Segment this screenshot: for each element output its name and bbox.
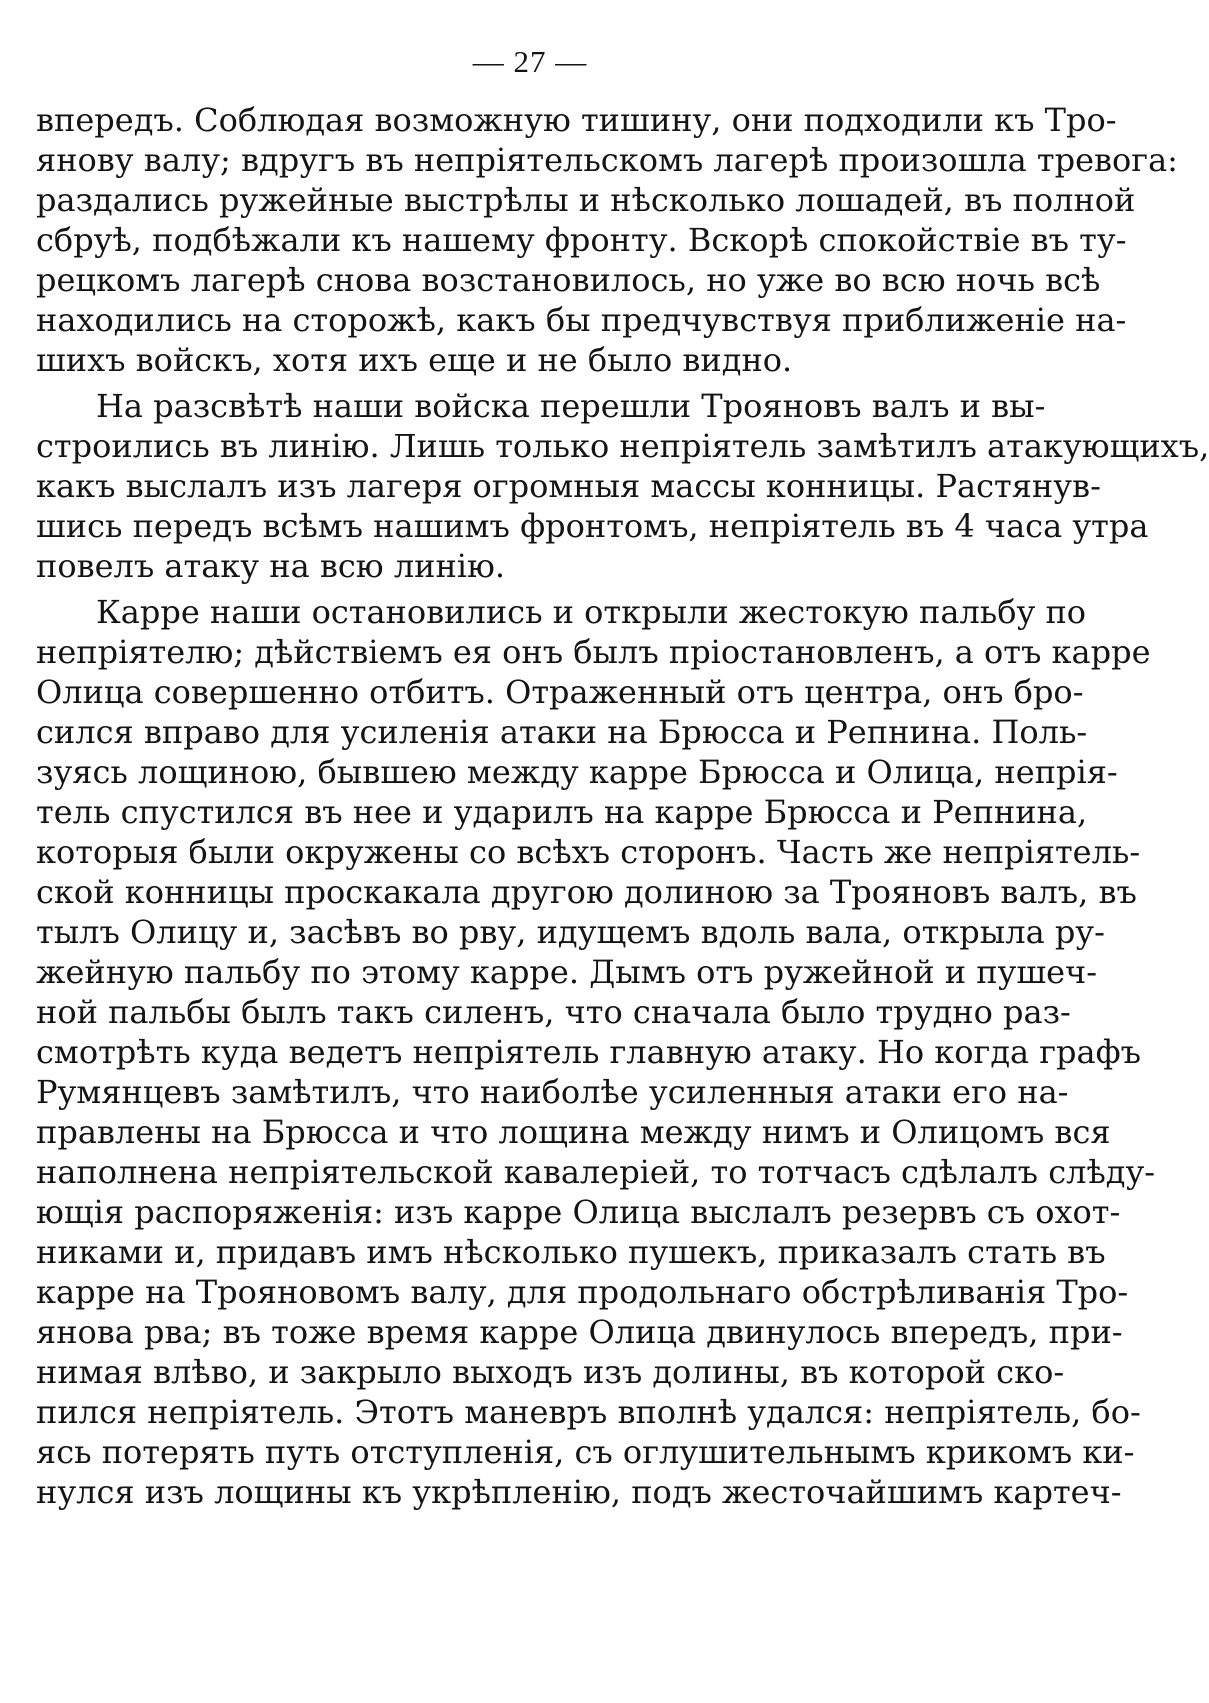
text-line: Румянцевъ замѣтилъ, что наиболѣе усиленныя атаки его на- [36, 1073, 1069, 1111]
paragraph-1 [36, 100, 1178, 380]
text-line: ской конницы проскакала другою долиною за Трояновъ валъ, въ [36, 873, 1137, 911]
text-line: смотрѣть куда ведетъ непріятель главную атаку. Но когда графъ [36, 1033, 1141, 1071]
text-line: карре на Трояновомъ валу, для продольнаго обстрѣливанія Тро- [36, 1273, 1129, 1311]
text-line: На разсвѣтѣ наши войска перешли Трояновъ валъ и вы- [96, 387, 1046, 425]
text-line: Карре наши остановились и открыли жестокую пальбу по [96, 593, 1087, 631]
text-line: которыя были окружены со всѣхъ сторонъ. Часть же непріятель- [36, 833, 1141, 871]
text-line: зуясь лощиною, бывшею между карре Брюсса и Олица, непрія- [36, 753, 1118, 791]
text-line: Олица совершенно отбитъ. Отраженный отъ центра, онъ бро- [36, 673, 1084, 711]
text-line: раздались ружейные выстрѣлы и нѣсколько лошадей, въ полной [36, 181, 1136, 219]
text-line: янова рва; въ тоже время карре Олица двинулось впередъ, при- [36, 1313, 1123, 1351]
text-line: никами и, придавъ имъ нѣсколько пушекъ, приказалъ стать въ [36, 1233, 1106, 1271]
text-line: какъ выслалъ изъ лагеря огромныя массы конницы. Растянув- [36, 467, 1101, 505]
paragraph-3 [36, 592, 1156, 1512]
text-line: непріятелю; дѣйствіемъ ея онъ былъ пріостановленъ, а отъ карре [36, 633, 1151, 671]
text-line: впередъ. Соблюдая возможную тишину, они подходили къ Тро- [36, 101, 1117, 139]
paragraph-2 [36, 386, 1209, 586]
body-text [36, 100, 1209, 1518]
text-line: повелъ атаку на всю линію. [36, 547, 506, 585]
text-line: рецкомъ лагерѣ снова возстановилось, но уже во всю ночь всѣ [36, 261, 1101, 299]
text-line: ясь потерять путь отступленія, съ оглушительнымъ крикомъ ки- [36, 1433, 1135, 1471]
text-line: сбруѣ, подбѣжали къ нашему фронту. Вскорѣ спокойствіе въ ту- [36, 221, 1127, 259]
text-line: нимая влѣво, и закрыло выходъ изъ долины, въ которой ско- [36, 1353, 1065, 1391]
text-line: тылъ Олицу и, засѣвъ во рву, идущемъ вдоль вала, открыла ру- [36, 913, 1105, 951]
text-line: ной пальбы былъ такъ силенъ, что сначала было трудно раз- [36, 993, 1071, 1031]
text-line: пился непріятель. Этотъ маневръ вполнѣ удался: непріятель, бо- [36, 1393, 1141, 1431]
text-line: строились въ линію. Лишь только непріятель замѣтилъ атакующихъ, [36, 427, 1209, 465]
text-line: ющія распоряженія: изъ карре Олица выслалъ резервъ съ охот- [36, 1193, 1121, 1231]
text-line: шись передъ всѣмъ нашимъ фронтомъ, непріятель въ 4 часа утра [36, 507, 1149, 545]
text-line: нулся изъ лощины къ укрѣпленію, подъ жесточайшимъ картеч- [36, 1473, 1122, 1511]
text-line: находились на сторожѣ, какъ бы предчувствуя приближеніе на- [36, 301, 1127, 339]
page-number: — 27 — [472, 44, 588, 79]
text-line: шихъ войскъ, хотя ихъ еще и не было видно. [36, 341, 793, 379]
text-line: сился вправо для усиленія атаки на Брюсса и Репнина. Поль- [36, 713, 1088, 751]
text-line: янову валу; вдругъ въ непріятельскомъ лагерѣ произошла тревога: [36, 141, 1178, 179]
text-line: жейную пальбу по этому карре. Дымъ отъ ружейной и пушеч- [36, 953, 1098, 991]
text-line: тель спустился въ нее и ударилъ на карре Брюсса и Репнина, [36, 793, 1088, 831]
text-line: наполнена непріятельской кавалеріей, то тотчасъ сдѣлалъ слѣду- [36, 1153, 1156, 1191]
text-line: правлены на Брюсса и что лощина между нимъ и Олицомъ вся [36, 1113, 1111, 1151]
